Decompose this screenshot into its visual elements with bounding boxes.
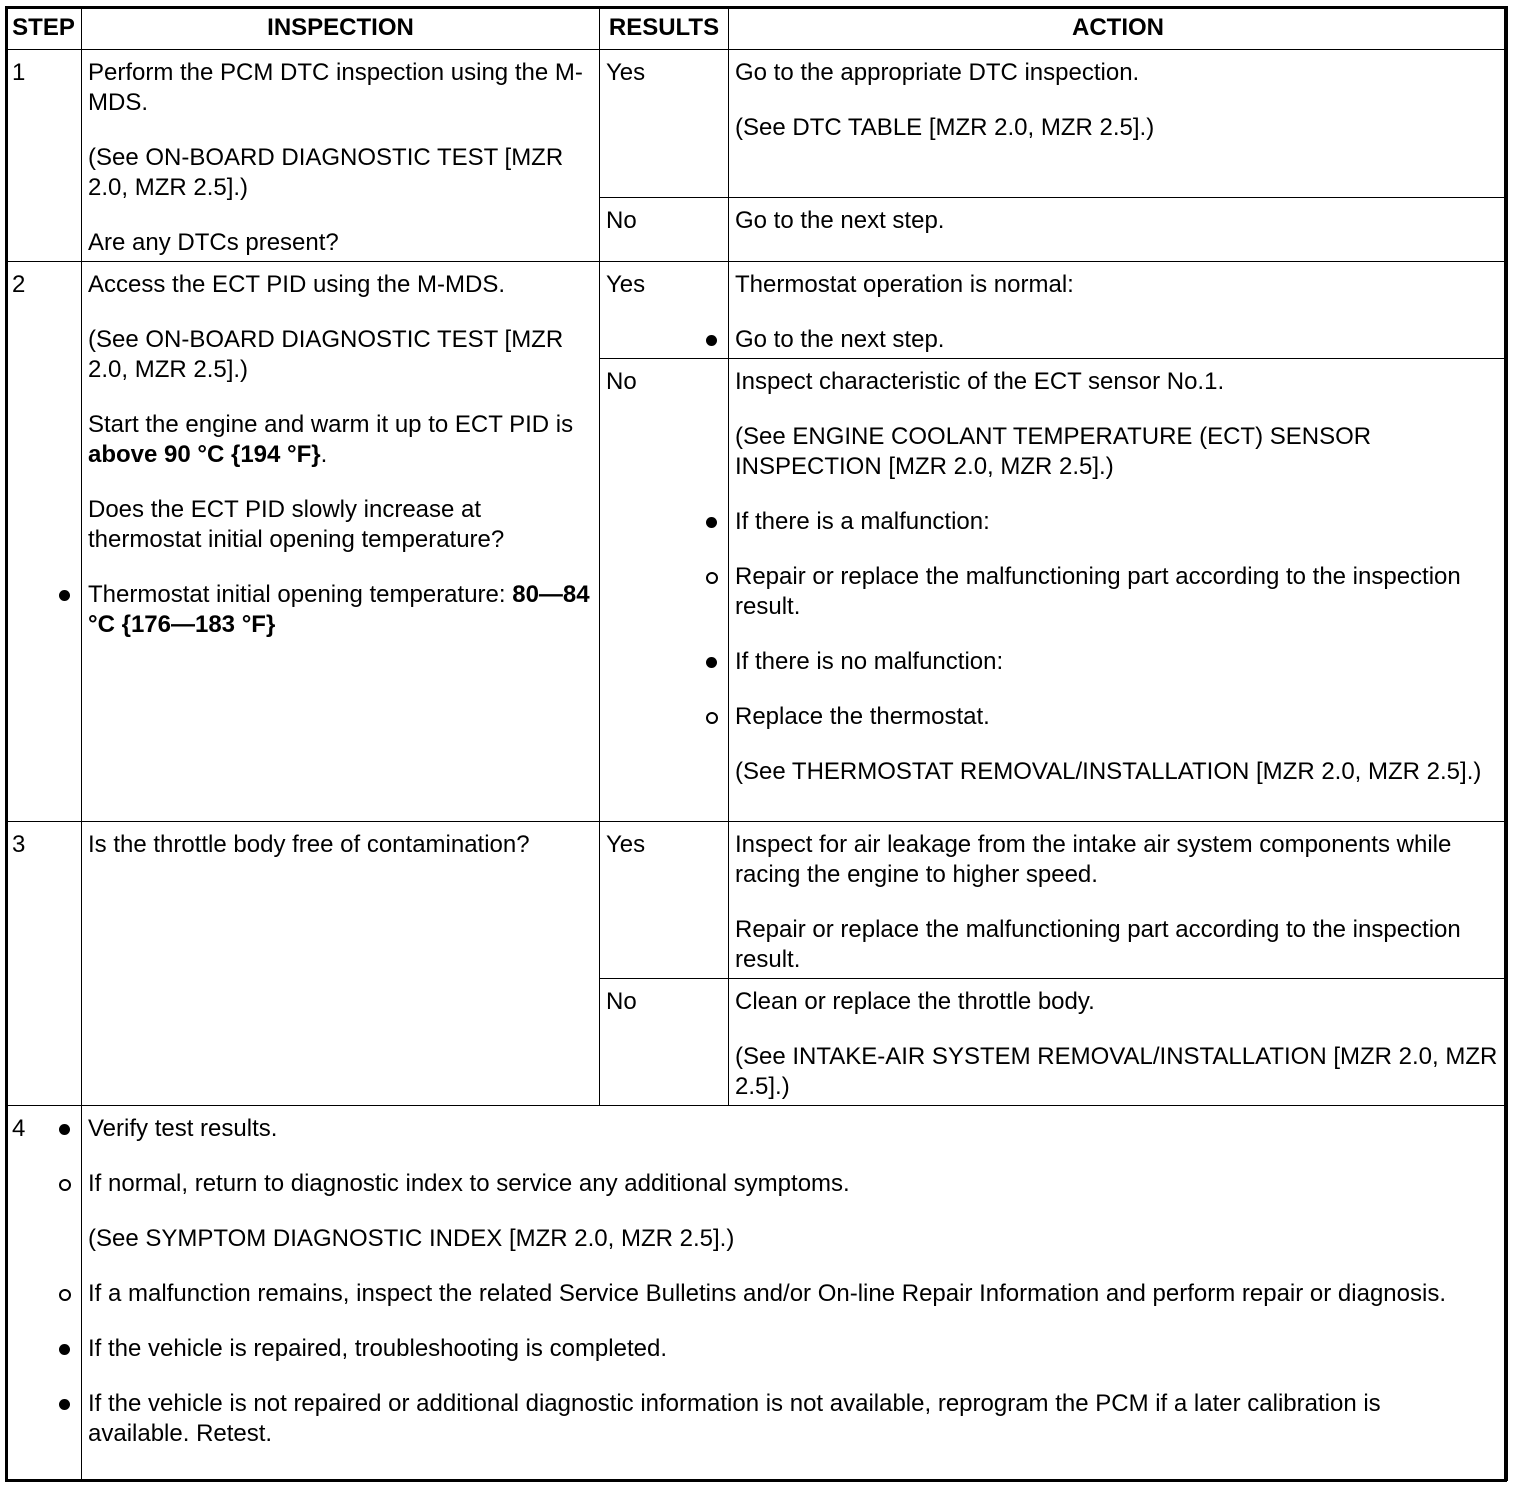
step-3-row-yes [6,822,1508,979]
step-1-inspection-ref: (See ON-BOARD DIAGNOSTIC TEST [MZR 2.0, MZR 2.5].) [88,144,564,201]
step-2-number: 2 [6,262,82,822]
step-2-result-yes: Yes [600,262,729,359]
step-2-no-bullets [735,507,1501,787]
step-1-row-yes [6,50,1508,198]
list-item: If normal, return to diagnostic index to service any additional symptoms. (See SYMPTOM DIAGNOSTIC INDEX [MZR 2.0, MZR 2.5].) [88,1169,1501,1254]
step-2-result-no: No [600,359,729,822]
header-step: STEP [6,7,82,50]
header-results: RESULTS [600,7,729,50]
step-3-action-no: Clean or replace the throttle body. (See INTAKE-AIR SYSTEM REMOVAL/INSTALLATION [MZR 2.0, MZR 2.5].) [729,979,1508,1106]
list-item: If the vehicle is repaired, troubleshooting is completed. [88,1334,1501,1364]
sub-sub-list [88,1334,1501,1449]
list-item: Repair or replace the malfunctioning part according to the inspection result. [735,562,1501,622]
sub-list [735,702,1501,787]
step-2-action-yes: Thermostat operation is normal: Go to the next step. [729,262,1508,359]
list-item: If a malfunction remains, inspect the related Service Bulletins and/or On-line Repair Information and perform repair or diagnosis. If the vehicle is repaired, troubleshooting is completed. If the vehicle is not repaired or additional diagnostic information is not available, reprogram the PCM if a later calibration is available. Retest. [88,1279,1501,1449]
step-2-inspection-ref: (See ON-BOARD DIAGNOSTIC TEST [MZR 2.0, MZR 2.5].) [88,326,564,383]
step-2-inspection-warmup: Start the engine and warm it up to ECT PID is above 90 °C {194 °F}. [88,411,574,468]
step-1-result-no: No [600,198,729,262]
step-1-action-yes [729,50,1508,198]
list-item: If there is a malfunction: Repair or replace the malfunctioning part according to the inspection result. [735,507,1501,622]
step-3-number: 3 [6,822,82,1106]
diagnostic-table [5,6,1508,1481]
step-1-result-yes: Yes [600,50,729,198]
step-2-inspection-question: Does the ECT PID slowly increase at thermostat initial opening temperature? [88,496,505,553]
step-2-inspection [82,262,600,822]
step-4-number: 4 [6,1106,82,1481]
sub-list [88,1169,1501,1449]
step-4-content [82,1106,1508,1481]
step-1-inspection-question: Are any DTCs present? [88,229,339,256]
step-3-result-yes: Yes [600,822,729,979]
step-2-row-yes [6,262,1508,359]
header-row [6,7,1508,50]
step-3-action-yes: Inspect for air leakage from the intake air system components while racing the engine to higher speed. Repair or replace the malfunctioning part according to the inspection result. [729,822,1508,979]
action-ref: (See DTC TABLE [MZR 2.0, MZR 2.5].) [735,114,1155,141]
step-4-row [6,1106,1508,1481]
step-1-number: 1 [6,50,82,262]
list-item: Verify test results. If normal, return to diagnostic index to service any additional symptoms. (See SYMPTOM DIAGNOSTIC INDEX [MZR 2.0, MZR 2.5].) If a malfunction remains, inspect the related Service Bulletins and/or On-line Repair Information and perform repair or diagnosis. If the vehicle is repaired, troubleshooting is completed. If the vehicle is not repaired or additional diagnostic information is not available, reprogram the PCM if a later calibration is available. Retest. [88,1114,1501,1449]
step-2-action-no: Inspect characteristic of the ECT sensor No.1. (See ENGINE COOLANT TEMPERATURE (ECT) SENSOR INSPECTION [MZR 2.0, MZR 2.5].) If there is a malfunction: Repair or replace the malfunctioning part according to the inspection result. If there is no malfunction: Replace the thermostat. (See THERMOSTAT REMOVAL/INSTALLATION [MZR 2.0, MZR 2.5].) [729,359,1508,822]
list-item: If the vehicle is not repaired or additional diagnostic information is not available, reprogram the PCM if a later calibration is available. Retest. [88,1389,1501,1449]
step-4-bullets [88,1114,1501,1449]
step-3-inspection: Is the throttle body free of contamination? [82,822,600,1106]
sub-list [735,562,1501,622]
step-2-yes-bullets [735,325,1501,355]
list-item: Replace the thermostat. (See THERMOSTAT REMOVAL/INSTALLATION [MZR 2.0, MZR 2.5].) [735,702,1501,787]
step-1-action-no: Go to the next step. [729,198,1508,262]
step-3-result-no: No [600,979,729,1106]
list-item: Go to the next step. [735,325,1501,355]
header-action: ACTION [729,7,1508,50]
header-inspection: INSPECTION [82,7,600,50]
list-item: Thermostat initial opening temperature: 80—84 °C {176—183 °F} [88,580,593,640]
step-2-inspection-text: Access the ECT PID using the M-MDS. [88,271,506,298]
step-1-inspection [82,50,600,262]
step-1-inspection-text: Perform the PCM DTC inspection using the M-MDS. [88,59,583,116]
action-text: Go to the appropriate DTC inspection. [735,59,1140,86]
list-item: If there is no malfunction: Replace the thermostat. (See THERMOSTAT REMOVAL/INSTALLATION [MZR 2.0, MZR 2.5].) [735,647,1501,787]
step-2-inspection-bullets [88,580,593,640]
